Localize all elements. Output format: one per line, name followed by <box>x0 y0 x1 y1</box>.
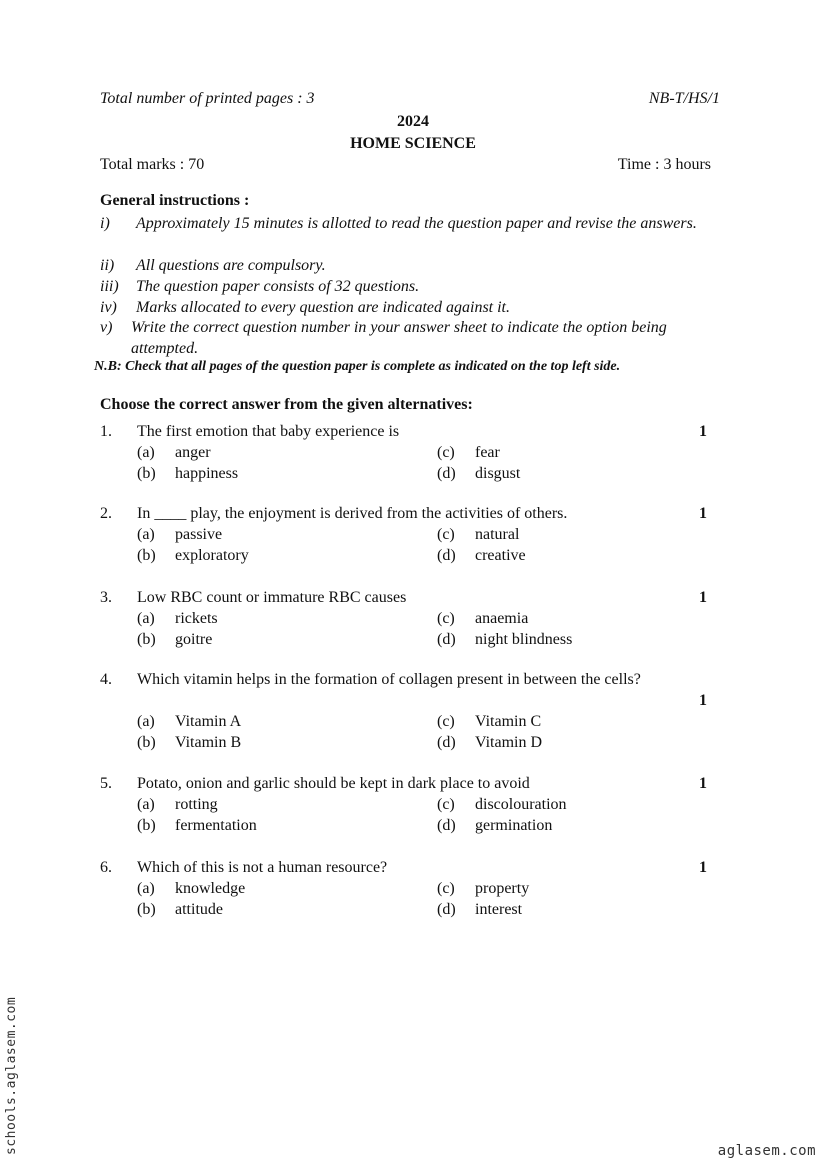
subject-title: HOME SCIENCE <box>350 135 476 152</box>
side-watermark: schools.aglasem.com <box>4 996 19 1155</box>
option-label: (d) <box>437 817 456 834</box>
question-text: Which vitamin helps in the formation of collagen present in between the cells? <box>137 671 641 688</box>
exam-year: 2024 <box>397 113 429 130</box>
option-value: knowledge <box>175 880 246 897</box>
question-number: 3. <box>100 589 112 606</box>
option-label: (b) <box>137 465 156 482</box>
question-text: Low RBC count or immature RBC causes <box>137 589 407 606</box>
instruction-item <box>100 317 700 359</box>
option-label: (a) <box>137 610 155 627</box>
corner-watermark: aglasem.com <box>717 1143 816 1159</box>
question-text: Potato, onion and garlic should be kept in dark place to avoid <box>137 775 530 792</box>
option-label: (c) <box>437 713 455 730</box>
option-value: Vitamin D <box>475 734 543 751</box>
option-value: interest <box>475 901 523 918</box>
option-value: creative <box>475 547 526 564</box>
printed-pages-note: Total number of printed pages : 3 <box>100 90 315 107</box>
option-label: (c) <box>437 796 455 813</box>
option-value: Vitamin A <box>175 713 242 730</box>
instruction-number: i) <box>100 215 110 232</box>
option-label: (c) <box>437 526 455 543</box>
instruction-item <box>100 297 728 318</box>
option-value: passive <box>175 526 223 543</box>
instructions-title: General instructions : <box>100 192 250 209</box>
option-value: anger <box>175 444 211 461</box>
option-value: disgust <box>475 465 521 482</box>
instruction-number: v) <box>100 319 113 336</box>
option-label: (c) <box>437 444 455 461</box>
question-number: 1. <box>100 423 112 440</box>
option-value: discolouration <box>475 796 567 813</box>
option-label: (a) <box>137 880 155 897</box>
option-label: (a) <box>137 526 155 543</box>
instruction-text: Approximately 15 minutes is allotted to read the question paper and revise the answers. <box>136 215 697 232</box>
option-label: (b) <box>137 817 156 834</box>
option-label: (a) <box>137 796 155 813</box>
option-label: (a) <box>137 713 155 730</box>
instruction-text: Write the correct question number in your answer sheet to indicate the option being attempted. <box>131 319 667 357</box>
instruction-item <box>100 255 728 276</box>
option-value: property <box>475 880 530 897</box>
option-value: attitude <box>175 901 223 918</box>
question-marks: 1 <box>699 692 707 709</box>
option-value: exploratory <box>175 547 249 564</box>
question-marks: 1 <box>699 589 707 606</box>
option-value: anaemia <box>475 610 529 627</box>
instruction-number: iv) <box>100 299 117 316</box>
instruction-text: All questions are compulsory. <box>136 257 326 274</box>
time-allowed: Time : 3 hours <box>617 156 711 173</box>
option-value: fermentation <box>175 817 257 834</box>
nb-note: N.B: Check that all pages of the question paper is complete as indicated on the top left side. <box>94 359 621 374</box>
question-marks: 1 <box>699 859 707 876</box>
question-number: 5. <box>100 775 112 792</box>
paper-code: NB-T/HS/1 <box>648 90 720 107</box>
option-value: night blindness <box>475 631 573 648</box>
option-label: (b) <box>137 631 156 648</box>
instruction-item <box>100 276 728 297</box>
option-label: (d) <box>437 901 456 918</box>
section-title: Choose the correct answer from the given alternatives: <box>100 396 473 413</box>
instruction-text: Marks allocated to every question are indicated against it. <box>136 299 510 316</box>
option-value: fear <box>475 444 500 461</box>
option-label: (c) <box>437 610 455 627</box>
question-text: In ____ play, the enjoyment is derived from the activities of others. <box>137 505 568 522</box>
option-value: Vitamin C <box>475 713 542 730</box>
option-label: (d) <box>437 547 456 564</box>
total-marks: Total marks : 70 <box>100 156 205 173</box>
option-value: germination <box>475 817 553 834</box>
option-label: (b) <box>137 547 156 564</box>
option-label: (b) <box>137 901 156 918</box>
option-value: natural <box>475 526 520 543</box>
question-marks: 1 <box>699 775 707 792</box>
question-marks: 1 <box>699 423 707 440</box>
option-label: (d) <box>437 734 456 751</box>
option-label: (d) <box>437 465 456 482</box>
option-value: Vitamin B <box>175 734 242 751</box>
option-label: (d) <box>437 631 456 648</box>
instruction-text: The question paper consists of 32 questions. <box>136 278 420 295</box>
question-text: Which of this is not a human resource? <box>137 859 388 876</box>
instruction-number: iii) <box>100 278 119 295</box>
question-number: 2. <box>100 505 112 522</box>
question-number: 6. <box>100 859 112 876</box>
option-value: goitre <box>175 631 213 648</box>
question-number: 4. <box>100 671 112 688</box>
option-value: rickets <box>175 610 218 627</box>
instruction-item <box>100 213 728 255</box>
option-label: (c) <box>437 880 455 897</box>
question-marks: 1 <box>699 505 707 522</box>
option-label: (b) <box>137 734 156 751</box>
option-value: rotting <box>175 796 218 813</box>
instruction-number: ii) <box>100 257 115 274</box>
question-text: The first emotion that baby experience is <box>137 423 400 440</box>
option-value: happiness <box>175 465 239 482</box>
option-label: (a) <box>137 444 155 461</box>
